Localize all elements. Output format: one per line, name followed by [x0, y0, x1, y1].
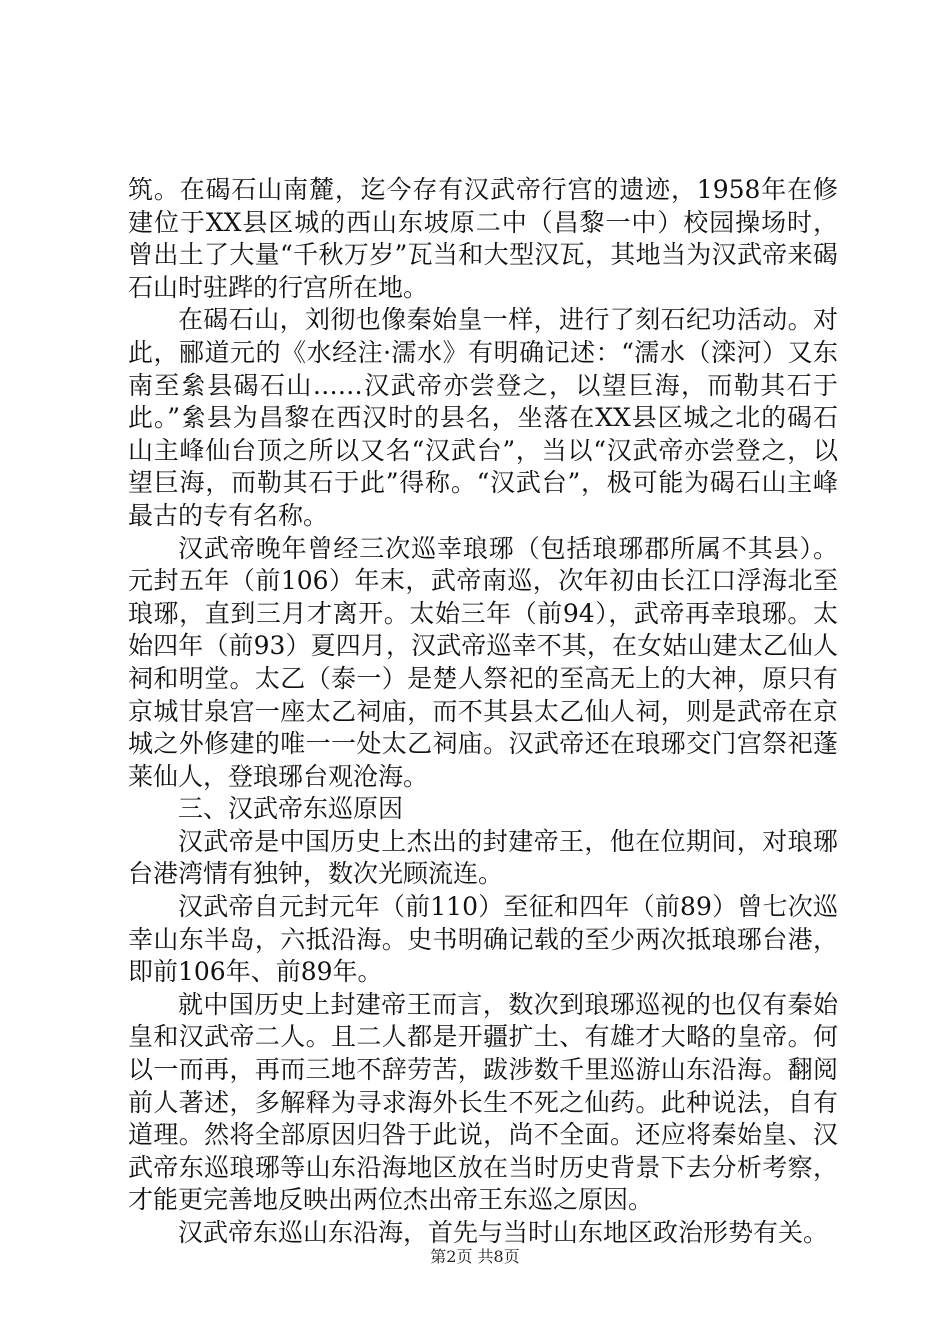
paragraph-reasons: 就中国历史上封建帝王而言，数次到琅琊巡视的也仅有秦始皇和汉武帝二人。且二人都是开疆扩土、有雄才大略的皇帝。何以一而再，再而三地不辞劳苦，跋涉数千里巡游山东沿海。翻阅前人著述，多解释为寻求海外长生不死之仙药。此种说法，自有道理。然将全部原因归咎于此说，尚不全面。还应将秦始皇、汉武帝东巡琅琊等山东沿海地区放在当时历史背景下去分析考察，才能更完善地反映出两位杰出帝王东巡之原因。 — [128, 989, 838, 1215]
paragraph-political: 汉武帝东巡山东沿海，首先与当时山东地区政治形势有关。 — [178, 1218, 829, 1247]
page-footer: 第2页 共8页 — [430, 1247, 520, 1266]
paragraph-continuation: 筑。在碣石山南麓，迄今存有汉武帝行宫的遗迹，1958年在修建位于XX县区城的西山东坡原二中（昌黎一中）校园操场时，曾出土了大量“千秋万岁”瓦当和大型汉瓦，其地当为汉武帝来碣石山时驻跸的行宫所在地。 — [128, 175, 838, 302]
paragraph-langya-visits: 汉武帝晚年曾经三次巡幸琅琊（包括琅琊郡所属不其县）。元封五年（前106）年末，武帝南巡，次年初由长江口浮海北至琅琊，直到三月才离开。太始三年（前94），武帝再幸琅琊。太始四年（前93）夏四月，汉武帝巡幸不其，在女姑山建太乙仙人祠和明堂。太乙（泰一）是楚人祭祀的至高无上的大神，原只有京城甘泉宫一座太乙祠庙，而不其县太乙仙人祠，则是武帝在京城之外修建的唯一一处太乙祠庙。汉武帝还在琅琊交门宫祭祀蓬莱仙人，登琅琊台观沧海。 — [128, 533, 838, 791]
paragraph-emperor-intro: 汉武帝是中国历史上杰出的封建帝王，他在位期间，对琅琊台港湾情有独钟，数次光顾流连。 — [128, 826, 838, 889]
paragraph-seven-tours: 汉武帝自元封元年（前110）至征和四年（前89）曾七次巡幸山东半岛，六抵沿海。史书明确记载的至少两次抵琅琊台港，即前106年、前89年。 — [128, 892, 838, 987]
paragraph-jieshi-inscription: 在碣石山，刘彻也像秦始皇一样，进行了刻石纪功活动。对此，郦道元的《水经注·濡水》有明确记述：“濡水（滦河）又东南至絫县碣石山……汉武帝亦尝登之，以望巨海，而勒其石于此。”絫县为昌黎在西汉时的县名，坐落在XX县区城之北的碣石山主峰仙台顶之所以又名“汉武台”，当以“汉武帝亦尝登之，以望巨海，而勒其石于此”得称。“汉武台”，极可能为碣石山主峰最古的专有名称。 — [128, 305, 838, 530]
section-heading: 三、汉武帝东巡原因 — [178, 794, 404, 824]
document-body — [128, 174, 838, 1250]
